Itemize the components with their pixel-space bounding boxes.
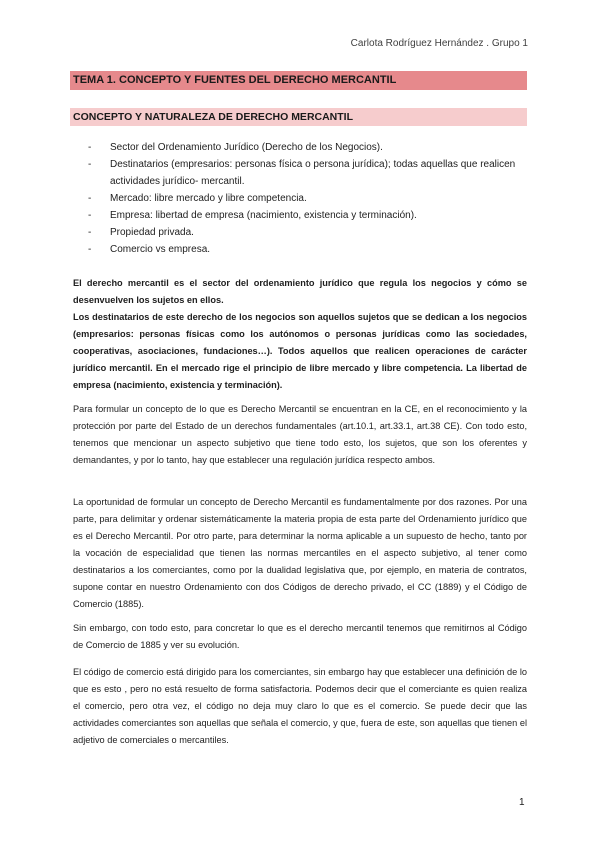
- page-number: 1: [519, 797, 525, 808]
- paragraph-codigo-comercio: El código de comercio está dirigido para los comerciantes, sin embargo hay que establecer una definición de lo que es esto , pero no está resuelto de forma satisfactoria. Podemos decir que el comerciante es quien realiza el comercio, pero otra vez, el código no deja muy claro lo que es el comercio. Se puede decir que las actividades comerciantes son aquellas que señala el comercio, y que, fuera de este, son aquellas que tienen el adjetivo de comerciales o mercantiles.: [73, 667, 527, 745]
- bullet-item: - Comercio vs empresa.: [88, 244, 211, 255]
- bold-definition-block: [73, 275, 527, 394]
- section-title: CONCEPTO Y NATURALEZA DE DERECHO MERCANTIL: [73, 111, 354, 123]
- paragraph-destinatarios: Los destinatarios de este derecho de los negocios son aquellos sujetos que se dedican a los negocios (empresarios: personas físicas como los autónomos o personas jurídicas como las sociedades, cooperativas, asociaciones, fundaciones…). Todos aquellos que realicen operaciones de carácter jurídico mercantil. En el mercado rige el principio de libre mercado y libre competencia. La libertad de empresa (nacimiento, existencia y terminación).: [73, 312, 527, 390]
- bullet-list: [88, 139, 528, 258]
- section-title-bar: [70, 108, 527, 126]
- paragraph-oportunidad: La oportunidad de formular un concepto de Derecho Mercantil es fundamentalmente por dos razones. Por una parte, para delimitar y ordenar sistemáticamente la materia propia de esta parte del Ordenamiento jurídico que es el Derecho Mercantil. Por otro parte, para determinar la norma aplicable a un supuesto de hecho, tanto por la vocación de especialidad que tienen las normas mercantiles en el aspecto subjetivo, al tener como destinatarios a los comerciantes, como por la dualidad legislativa que, por ejemplo, en materia de contratos, supone contar en nuestro Ordenamiento con dos Códigos de derecho privado, el CC (1889) y el Código de Comercio (1885).: [73, 497, 527, 609]
- page-header-author: Carlota Rodríguez Hernández . Grupo 1: [350, 38, 528, 49]
- paragraph-concepto-ce: Para formular un concepto de lo que es Derecho Mercantil se encuentran en la CE, en el reconocimiento y la protección por parte del Estado de un derechos fundamentales (art.10.1, art.33.1, art.38 CE). Con todo esto, tenemos que mencionar un aspecto subjetivo que tiene todo esto, los sujetos, que son los oferentes y demandantes, y por lo tanto, hay que establecer una regulación jurídica respecto ambos.: [73, 404, 527, 465]
- chapter-title: TEMA 1. CONCEPTO Y FUENTES DEL DERECHO MERCANTIL: [73, 74, 397, 86]
- bullet-item: - Empresa: libertad de empresa (nacimiento, existencia y terminación).: [88, 210, 417, 221]
- chapter-title-bar: [70, 71, 527, 90]
- bullet-item: - Sector del Ordenamiento Jurídico (Derecho de los Negocios).: [88, 142, 383, 153]
- bullet-item: - Mercado: libre mercado y libre competencia.: [88, 193, 307, 204]
- bullet-item: - Destinatarios (empresarios: personas física o persona jurídica); todas aquellas que realicen actividades jurídico- mercantil.: [88, 159, 516, 187]
- paragraph-codigo-1885: Sin embargo, con todo esto, para concretar lo que es el derecho mercantil tenemos que remitirnos al Código de Comercio de 1885 y ver su evolución.: [73, 623, 527, 650]
- bullet-item: - Propiedad privada.: [88, 227, 194, 238]
- paragraph-definition: El derecho mercantil es el sector del ordenamiento jurídico que regula los negocios y cómo se desenvuelven los sujetos en ellos.: [73, 278, 527, 305]
